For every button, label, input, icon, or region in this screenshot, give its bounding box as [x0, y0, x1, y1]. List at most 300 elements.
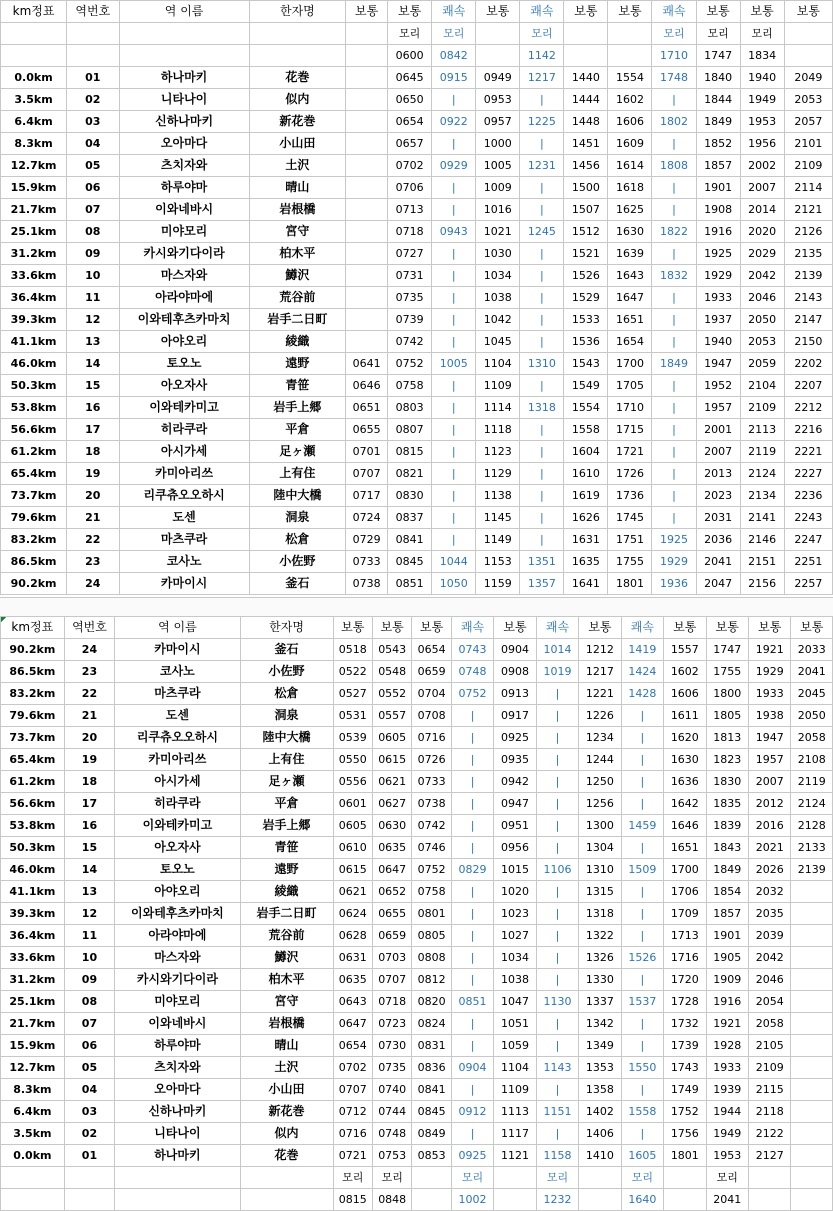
time-cell: 2114 — [784, 177, 832, 199]
time-cell: 1953 — [740, 111, 784, 133]
time-cell: | — [451, 881, 493, 903]
time-cell: 0956 — [494, 837, 536, 859]
time-cell: 0646 — [346, 375, 388, 397]
time-cell: 0731 — [388, 265, 432, 287]
time-cell: 2020 — [740, 221, 784, 243]
time-cell: 1459 — [621, 815, 663, 837]
station-number-cell — [67, 45, 119, 67]
station-name-cell: 아야오리 — [119, 331, 249, 353]
time-cell: 1250 — [579, 771, 621, 793]
time-cell: 1536 — [564, 331, 608, 353]
time-cell: 1647 — [608, 287, 652, 309]
station-number-cell: 16 — [64, 815, 115, 837]
time-cell: 1937 — [696, 309, 740, 331]
time-cell: | — [652, 375, 696, 397]
header-cell: 보통 — [476, 1, 520, 23]
time-cell: 2113 — [740, 419, 784, 441]
time-cell: 1700 — [608, 353, 652, 375]
time-cell: | — [451, 771, 493, 793]
time-cell: 1034 — [494, 947, 536, 969]
station-number-cell: 07 — [67, 199, 119, 221]
section-divider — [0, 597, 833, 617]
time-cell: 1805 — [706, 705, 748, 727]
station-name-cell: 카시와기다이라 — [119, 243, 249, 265]
km-cell: 31.2km — [1, 243, 67, 265]
time-cell: 2134 — [740, 485, 784, 507]
time-cell: 0707 — [333, 1079, 372, 1101]
station-number-cell: 07 — [64, 1013, 115, 1035]
kanji-name-cell: 小山田 — [249, 133, 346, 155]
time-cell — [346, 45, 388, 67]
time-cell: 모리 — [652, 23, 696, 45]
time-cell: 0733 — [412, 771, 451, 793]
time-cell: 1908 — [696, 199, 740, 221]
time-cell: 0957 — [476, 111, 520, 133]
time-cell: | — [652, 199, 696, 221]
header-cell: 보통 — [791, 617, 833, 639]
time-cell: 1009 — [476, 177, 520, 199]
time-cell: 0748 — [451, 661, 493, 683]
time-cell: 1000 — [476, 133, 520, 155]
station-row — [1, 89, 833, 111]
header-cell: km정표 — [1, 1, 67, 23]
header-cell: 쾌속 — [520, 1, 564, 23]
time-cell: 1654 — [608, 331, 652, 353]
time-cell: 1713 — [664, 925, 706, 947]
time-cell: 0740 — [372, 1079, 411, 1101]
station-name-cell: 카미아리쓰 — [119, 463, 249, 485]
time-cell: 0704 — [412, 683, 451, 705]
time-cell: | — [652, 485, 696, 507]
time-cell: 0621 — [372, 771, 411, 793]
time-cell: 1614 — [608, 155, 652, 177]
time-cell: | — [520, 177, 564, 199]
time-cell: 0650 — [388, 89, 432, 111]
origin-row — [1, 23, 833, 45]
station-number-cell: 20 — [64, 727, 115, 749]
time-cell: 0744 — [372, 1101, 411, 1123]
time-cell: 0821 — [388, 463, 432, 485]
station-name-cell: 도센 — [119, 507, 249, 529]
station-number-cell: 14 — [67, 353, 119, 375]
time-cell — [346, 133, 388, 155]
time-cell: 1016 — [476, 199, 520, 221]
time-cell: | — [621, 793, 663, 815]
kanji-name-cell: 岩根橋 — [240, 1013, 333, 1035]
time-cell: 1630 — [608, 221, 652, 243]
time-cell: 0758 — [412, 881, 451, 903]
km-cell: 86.5km — [1, 551, 67, 573]
station-name-cell — [115, 1189, 240, 1211]
km-cell: 39.3km — [1, 309, 67, 331]
kanji-name-cell: 晴山 — [249, 177, 346, 199]
station-row — [1, 551, 833, 573]
km-cell: 6.4km — [1, 111, 67, 133]
km-cell: 21.7km — [1, 1013, 65, 1035]
header-cell: 보통 — [412, 617, 451, 639]
kanji-name-cell: 岩手上郷 — [240, 815, 333, 837]
km-cell: 61.2km — [1, 771, 65, 793]
time-cell: | — [621, 969, 663, 991]
time-cell: 0557 — [372, 705, 411, 727]
time-cell: 1953 — [706, 1145, 748, 1167]
station-name-cell: 아라야마에 — [115, 925, 240, 947]
time-cell: | — [520, 89, 564, 111]
kanji-name-cell: 小佐野 — [240, 661, 333, 683]
time-cell — [579, 1189, 621, 1211]
station-row — [1, 353, 833, 375]
time-cell: 2007 — [740, 177, 784, 199]
time-cell: 1550 — [621, 1057, 663, 1079]
time-cell: 1752 — [664, 1101, 706, 1123]
station-number-cell: 15 — [64, 837, 115, 859]
time-cell: 0829 — [451, 859, 493, 881]
header-row — [1, 617, 833, 639]
time-cell: 1533 — [564, 309, 608, 331]
time-cell: | — [432, 133, 476, 155]
time-cell — [346, 221, 388, 243]
time-cell: 0548 — [372, 661, 411, 683]
time-cell: | — [621, 1035, 663, 1057]
kanji-name-cell: 足ヶ瀬 — [240, 771, 333, 793]
station-number-cell: 14 — [64, 859, 115, 881]
time-cell: 0652 — [372, 881, 411, 903]
time-cell: 1602 — [608, 89, 652, 111]
km-cell: 36.4km — [1, 925, 65, 947]
time-cell — [784, 45, 832, 67]
time-cell — [791, 1035, 833, 1057]
time-cell: 1444 — [564, 89, 608, 111]
header-cell: 역번호 — [64, 617, 115, 639]
time-cell: | — [451, 727, 493, 749]
time-cell: 0943 — [432, 221, 476, 243]
time-cell: 1709 — [664, 903, 706, 925]
kanji-name-cell: 綾織 — [240, 881, 333, 903]
header-cell: 보통 — [664, 617, 706, 639]
time-cell: 1143 — [536, 1057, 578, 1079]
km-cell: 41.1km — [1, 331, 67, 353]
time-cell: 모리 — [740, 23, 784, 45]
station-name-cell: 마츠쿠라 — [115, 683, 240, 705]
km-cell: 90.2km — [1, 573, 67, 595]
time-cell — [494, 1189, 536, 1211]
header-cell: 한자명 — [240, 617, 333, 639]
station-number-cell: 10 — [64, 947, 115, 969]
station-number-cell: 02 — [64, 1123, 115, 1145]
time-cell: 1104 — [494, 1057, 536, 1079]
station-row — [1, 111, 833, 133]
time-cell: 0830 — [388, 485, 432, 507]
time-cell: 0610 — [333, 837, 372, 859]
station-row — [1, 1057, 833, 1079]
km-cell: 12.7km — [1, 155, 67, 177]
kanji-name-cell: 青笹 — [240, 837, 333, 859]
kanji-name-cell: 似内 — [249, 89, 346, 111]
time-cell: 1554 — [564, 397, 608, 419]
time-cell: 1745 — [608, 507, 652, 529]
station-number-cell — [64, 1167, 115, 1189]
station-row — [1, 221, 833, 243]
station-row — [1, 1123, 833, 1145]
time-cell: | — [520, 243, 564, 265]
time-cell — [791, 1057, 833, 1079]
time-cell: 1843 — [706, 837, 748, 859]
time-cell: 1944 — [706, 1101, 748, 1123]
time-cell: 1949 — [740, 89, 784, 111]
time-cell: 1606 — [608, 111, 652, 133]
km-cell: 56.6km — [1, 419, 67, 441]
time-cell: 0717 — [346, 485, 388, 507]
station-number-cell: 18 — [64, 771, 115, 793]
km-cell: 33.6km — [1, 947, 65, 969]
time-cell: 모리 — [621, 1167, 663, 1189]
time-cell: 2143 — [784, 287, 832, 309]
time-cell: 2016 — [749, 815, 791, 837]
time-cell — [564, 45, 608, 67]
time-cell: | — [520, 463, 564, 485]
time-cell: 0730 — [372, 1035, 411, 1057]
time-cell: 0908 — [494, 661, 536, 683]
time-cell: 모리 — [432, 23, 476, 45]
time-cell: 2109 — [749, 1057, 791, 1079]
time-cell: 2042 — [749, 947, 791, 969]
time-cell: 2202 — [784, 353, 832, 375]
time-cell: 2026 — [749, 859, 791, 881]
time-cell: 1326 — [579, 947, 621, 969]
time-cell: 1158 — [536, 1145, 578, 1167]
time-cell: 0657 — [388, 133, 432, 155]
station-row — [1, 1101, 833, 1123]
time-cell — [346, 309, 388, 331]
time-cell: | — [536, 1013, 578, 1035]
time-cell: 0735 — [372, 1057, 411, 1079]
time-cell: 1947 — [696, 353, 740, 375]
time-cell: 1042 — [476, 309, 520, 331]
kanji-name-cell: 釜石 — [240, 639, 333, 661]
station-number-cell: 22 — [64, 683, 115, 705]
time-cell — [791, 1189, 833, 1211]
time-cell: 0735 — [388, 287, 432, 309]
time-cell: 1217 — [520, 67, 564, 89]
station-name-cell: 코사노 — [119, 551, 249, 573]
time-cell: 1756 — [664, 1123, 706, 1145]
km-cell: 83.2km — [1, 683, 65, 705]
time-cell: 2227 — [784, 463, 832, 485]
time-cell: 2041 — [706, 1189, 748, 1211]
time-cell: 1410 — [579, 1145, 621, 1167]
time-cell: 1635 — [564, 551, 608, 573]
station-number-cell: 23 — [64, 661, 115, 683]
station-row — [1, 1035, 833, 1057]
station-number-cell: 21 — [64, 705, 115, 727]
time-cell: 0651 — [346, 397, 388, 419]
header-cell: km정표 — [1, 617, 65, 639]
time-cell: 1928 — [706, 1035, 748, 1057]
station-name-cell: 미야모리 — [115, 991, 240, 1013]
station-number-cell: 24 — [67, 573, 119, 595]
time-cell: 1857 — [706, 903, 748, 925]
time-cell — [346, 111, 388, 133]
time-cell: 0913 — [494, 683, 536, 705]
km-cell — [1, 23, 67, 45]
station-name-cell: 이와테후츠카마치 — [119, 309, 249, 331]
station-name-cell: 카마이시 — [115, 639, 240, 661]
time-cell: | — [520, 309, 564, 331]
time-cell: | — [432, 199, 476, 221]
time-cell: | — [520, 441, 564, 463]
km-cell: 65.4km — [1, 749, 65, 771]
km-cell: 56.6km — [1, 793, 65, 815]
time-cell: 0917 — [494, 705, 536, 727]
time-cell: 1142 — [520, 45, 564, 67]
time-cell: 1611 — [664, 705, 706, 727]
station-name-cell — [115, 1167, 240, 1189]
kanji-name-cell: 遠野 — [240, 859, 333, 881]
time-cell: 1625 — [608, 199, 652, 221]
time-cell: 0605 — [372, 727, 411, 749]
time-cell: 1529 — [564, 287, 608, 309]
time-cell: 1620 — [664, 727, 706, 749]
time-cell: 1605 — [621, 1145, 663, 1167]
upbound-timetable — [0, 0, 833, 595]
station-name-cell: 하루야마 — [119, 177, 249, 199]
station-row — [1, 793, 833, 815]
time-cell: 1045 — [476, 331, 520, 353]
time-cell: 0812 — [412, 969, 451, 991]
time-cell: 1956 — [740, 133, 784, 155]
time-cell: 1929 — [652, 551, 696, 573]
header-cell: 역 이름 — [119, 1, 249, 23]
time-cell: 1114 — [476, 397, 520, 419]
time-cell: 1050 — [432, 573, 476, 595]
station-name-cell: 츠치자와 — [119, 155, 249, 177]
time-cell: 2236 — [784, 485, 832, 507]
time-cell — [791, 1145, 833, 1167]
time-cell: 2108 — [791, 749, 833, 771]
time-cell: 2049 — [784, 67, 832, 89]
time-cell: 1145 — [476, 507, 520, 529]
time-cell: 1823 — [706, 749, 748, 771]
time-cell: | — [520, 331, 564, 353]
time-cell: 1342 — [579, 1013, 621, 1035]
station-row — [1, 573, 833, 595]
km-cell: 90.2km — [1, 639, 65, 661]
time-cell: 1507 — [564, 199, 608, 221]
time-cell: 1813 — [706, 727, 748, 749]
station-row — [1, 309, 833, 331]
station-name-cell: 카미아리쓰 — [115, 749, 240, 771]
time-cell: 1640 — [621, 1189, 663, 1211]
header-cell: 보통 — [346, 1, 388, 23]
time-cell: 1440 — [564, 67, 608, 89]
time-cell: 1244 — [579, 749, 621, 771]
time-cell: 1019 — [536, 661, 578, 683]
time-cell: 2150 — [784, 331, 832, 353]
time-cell: | — [451, 947, 493, 969]
time-cell: 1710 — [608, 397, 652, 419]
header-cell: 한자명 — [249, 1, 346, 23]
time-cell: | — [520, 133, 564, 155]
time-cell: | — [451, 1123, 493, 1145]
time-cell: | — [520, 287, 564, 309]
header-cell: 쾌속 — [621, 617, 663, 639]
time-cell: | — [451, 705, 493, 727]
time-cell — [791, 1079, 833, 1101]
time-cell: 1526 — [564, 265, 608, 287]
time-cell: 2119 — [791, 771, 833, 793]
time-cell: 1448 — [564, 111, 608, 133]
station-row — [1, 265, 833, 287]
header-cell: 쾌속 — [536, 617, 578, 639]
time-cell: 1921 — [749, 639, 791, 661]
time-cell: | — [621, 1013, 663, 1035]
time-cell: 2104 — [740, 375, 784, 397]
time-cell: 1151 — [536, 1101, 578, 1123]
time-cell: 1005 — [432, 353, 476, 375]
time-cell: 1631 — [564, 529, 608, 551]
time-cell: 2146 — [740, 529, 784, 551]
time-cell: 0522 — [333, 661, 372, 683]
time-cell: 1537 — [621, 991, 663, 1013]
station-name-cell: 토오노 — [119, 353, 249, 375]
time-cell: 1044 — [432, 551, 476, 573]
time-cell: 0841 — [412, 1079, 451, 1101]
time-cell: 1512 — [564, 221, 608, 243]
station-name-cell: 카시와기다이라 — [115, 969, 240, 991]
time-cell: 2127 — [749, 1145, 791, 1167]
time-cell: 0726 — [412, 749, 451, 771]
time-cell: | — [451, 969, 493, 991]
time-cell: 1939 — [706, 1079, 748, 1101]
time-cell: 1402 — [579, 1101, 621, 1123]
time-cell: 0716 — [412, 727, 451, 749]
station-number-cell: 17 — [67, 419, 119, 441]
kanji-name-cell: 洞泉 — [249, 507, 346, 529]
time-cell: 모리 — [333, 1167, 372, 1189]
time-cell: 1038 — [494, 969, 536, 991]
time-cell: 0605 — [333, 815, 372, 837]
km-cell: 8.3km — [1, 133, 67, 155]
station-number-cell: 08 — [67, 221, 119, 243]
time-cell: 1716 — [664, 947, 706, 969]
time-cell: 1802 — [652, 111, 696, 133]
time-cell: | — [432, 485, 476, 507]
time-cell: 0707 — [346, 463, 388, 485]
time-cell: 1232 — [536, 1189, 578, 1211]
time-cell — [346, 177, 388, 199]
time-cell: 2013 — [696, 463, 740, 485]
time-cell: 1225 — [520, 111, 564, 133]
time-cell: 1159 — [476, 573, 520, 595]
station-row — [1, 155, 833, 177]
time-cell: 0738 — [412, 793, 451, 815]
time-cell — [494, 1167, 536, 1189]
time-cell: 2212 — [784, 397, 832, 419]
time-cell: 2021 — [749, 837, 791, 859]
time-cell: 1736 — [608, 485, 652, 507]
time-cell: | — [520, 485, 564, 507]
time-cell: 0718 — [372, 991, 411, 1013]
kanji-name-cell: 土沢 — [249, 155, 346, 177]
km-cell: 73.7km — [1, 727, 65, 749]
station-number-cell: 12 — [64, 903, 115, 925]
station-row — [1, 67, 833, 89]
time-cell: 2058 — [791, 727, 833, 749]
time-cell: | — [536, 1123, 578, 1145]
kanji-name-cell: 遠野 — [249, 353, 346, 375]
station-number-cell: 20 — [67, 485, 119, 507]
time-cell: | — [451, 815, 493, 837]
